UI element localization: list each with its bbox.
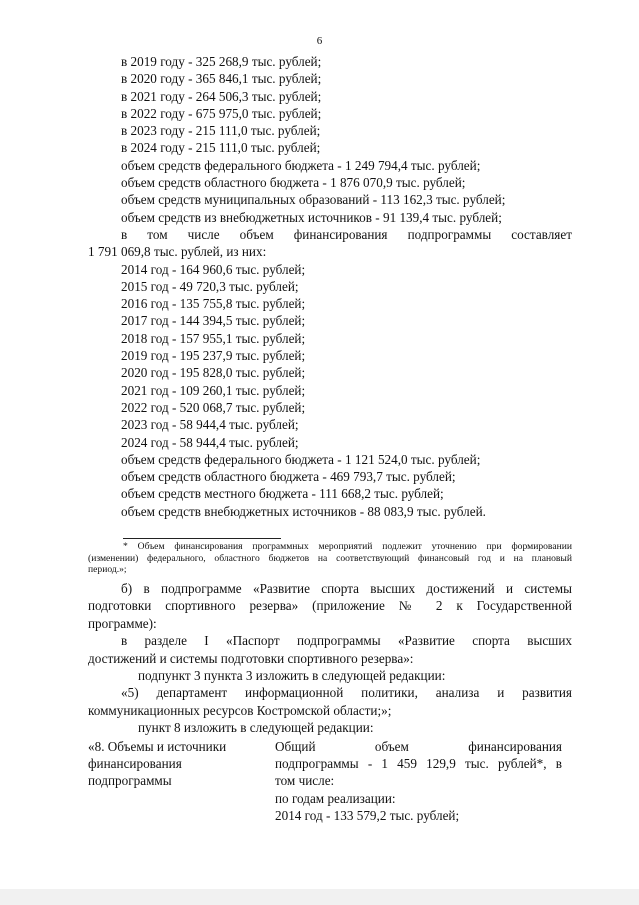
year-line: 2016 год - 135 755,8 тыс. рублей;: [121, 296, 306, 312]
footnote-divider: [123, 538, 281, 539]
year-line: 2023 год - 58 944,4 тыс. рублей;: [121, 417, 299, 433]
footnote-line: период.»;: [88, 564, 127, 576]
budget-line: объем средств федерального бюджета - 1 249 794,4 тыс. рублей;: [121, 157, 481, 173]
table-value-cell: [275, 738, 562, 824]
year-line: 2021 год - 109 260,1 тыс. рублей;: [121, 382, 306, 398]
budget-line: объем средств федерального бюджета - 1 121 524,0 тыс. рублей;: [121, 451, 481, 467]
subpoint-line: подпункт 3 пункта 3 изложить в следующей редакции:: [138, 668, 446, 684]
subprogram-total: 1 791 069,8 тыс. рублей, из них:: [88, 244, 267, 260]
scan-bottom-edge: [0, 889, 639, 905]
budget-line: объем средств внебюджетных источников - 88 083,9 тыс. рублей.: [121, 503, 486, 519]
year-line: в 2020 году - 365 846,1 тыс. рублей;: [121, 71, 322, 87]
year-line: в 2019 году - 325 268,9 тыс. рублей;: [121, 54, 322, 69]
table-value-line: Общий объем финансирования: [275, 739, 562, 754]
table-value-line: том числе:: [275, 773, 335, 789]
footnote-line: (изменении) федерального, областного бюджетов на соответствующий финансовый год и на плановый: [88, 552, 572, 564]
year-line: в 2023 году - 215 111,0 тыс. рублей;: [121, 123, 321, 139]
table-label-line: «8. Объемы и источники: [88, 739, 227, 754]
page-number: 6: [316, 35, 323, 47]
footnote-line: * Объем финансирования программных мероприятий подлежит уточнению при формировании: [123, 541, 572, 552]
table-value-line: подпрограммы - 1 459 129,9 тыс. рублей*, в: [275, 756, 562, 772]
budget-line: объем средств областного бюджета - 469 793,7 тыс. рублей;: [121, 469, 456, 485]
year-line: 2014 год - 164 960,6 тыс. рублей;: [121, 261, 306, 277]
table-value-line: по годам реализации:: [275, 790, 396, 806]
item-b-line: б) в подпрограмме «Развитие спорта высших достижений и системы: [121, 581, 572, 596]
section-i-line: в разделе I «Паспорт подпрограммы «Развитие спорта высших: [121, 633, 572, 649]
item-5-line: «5) департамент информационной политики, анализа и развития: [121, 685, 572, 701]
budget-line: объем средств областного бюджета - 1 876 070,9 тыс. рублей;: [121, 175, 466, 191]
year-line: 2017 год - 144 394,5 тыс. рублей;: [121, 313, 306, 329]
year-line: 2020 год - 195 828,0 тыс. рублей;: [121, 365, 306, 381]
budget-line: объем средств из внебюджетных источников - 91 139,4 тыс. рублей;: [121, 209, 502, 225]
point-8-line: пункт 8 изложить в следующей редакции:: [138, 720, 374, 736]
year-line: в 2021 году - 264 506,3 тыс. рублей;: [121, 88, 322, 104]
section-i-line: достижений и системы подготовки спортивного резерва»:: [88, 650, 414, 666]
year-line: 2019 год - 195 237,9 тыс. рублей;: [121, 348, 306, 364]
subprogram-intro: в том числе объем финансирования подпрограммы составляет: [121, 226, 572, 242]
table-value-line: 2014 год - 133 579,2 тыс. рублей;: [275, 807, 460, 823]
amendment-text: [88, 580, 572, 737]
item-b-line: подготовки спортивного резерва» (приложение № 2 к Государственной: [88, 598, 572, 614]
year-line: 2024 год - 58 944,4 тыс. рублей;: [121, 434, 299, 450]
item-b-line: программе):: [88, 615, 157, 631]
year-line: 2015 год - 49 720,3 тыс. рублей;: [121, 278, 299, 294]
year-line: в 2024 году - 215 111,0 тыс. рублей;: [121, 140, 321, 156]
year-line: 2018 год - 157 955,1 тыс. рублей;: [121, 330, 306, 346]
table-label-cell: [88, 738, 263, 790]
budget-line: объем средств муниципальных образований - 113 162,3 тыс. рублей;: [121, 192, 506, 208]
year-line: в 2022 году - 675 975,0 тыс. рублей;: [121, 105, 322, 121]
table-label-line: подпрограммы: [88, 773, 172, 789]
footnote: [88, 541, 572, 576]
year-line: 2022 год - 520 068,7 тыс. рублей;: [121, 399, 306, 415]
item-5-line: коммуникационных ресурсов Костромской области;»;: [88, 702, 392, 718]
table-label-line: финансирования: [88, 756, 182, 772]
financing-text-block: [88, 53, 572, 520]
budget-line: объем средств местного бюджета - 111 668,2 тыс. рублей;: [121, 486, 444, 502]
